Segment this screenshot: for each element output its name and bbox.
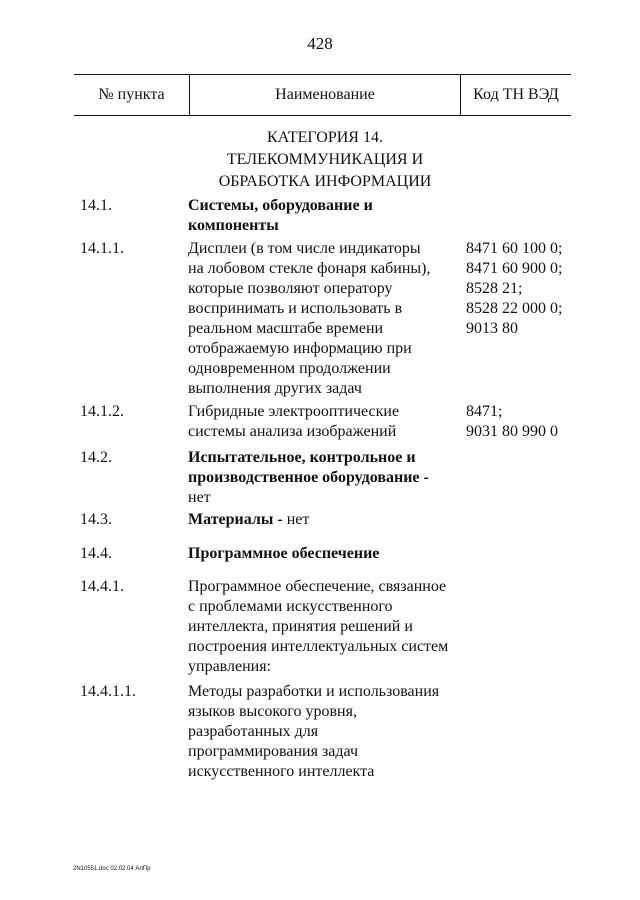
item-code-line: 8528 21;	[466, 280, 523, 297]
item-name-line: Методы разработки и использования	[188, 683, 440, 700]
item-name-line	[188, 510, 463, 530]
item-name-line: языков высокого уровня,	[188, 703, 357, 720]
item-name-line: отображаемую информацию при	[188, 340, 412, 357]
category-title-line: КАТЕГОРИЯ 14.	[267, 129, 383, 146]
header-item-number: № пункта	[98, 86, 165, 103]
item-name	[188, 196, 463, 236]
item-name	[188, 577, 463, 677]
item-name-line: на лобовом стекле фонаря кабины),	[188, 260, 431, 277]
item-name	[188, 682, 463, 782]
category-title-line: ОБРАБОТКА ИНФОРМАЦИИ	[218, 173, 432, 190]
item-name-line: системы анализа изображений	[188, 423, 397, 440]
item-name-line: разработанных для	[188, 723, 319, 740]
document-footer: 2N10551.doc 02.02.04 АлПр	[73, 866, 151, 872]
item-name	[188, 510, 463, 530]
item-name-line: которые позволяют оператору	[188, 280, 393, 297]
item-name-line: компоненты	[188, 217, 279, 234]
item-name-line: одновременном продолжении	[188, 360, 391, 377]
item-number: 14.1.2.	[80, 403, 124, 420]
item-code-line: 8471 60 900 0;	[466, 260, 563, 277]
item-name-line: Программное обеспечение, связанное	[188, 578, 447, 595]
item-name-line: искусственного интеллекта	[188, 763, 375, 780]
item-code	[466, 239, 626, 339]
item-code-line: 9031 80 990 0	[466, 423, 558, 440]
item-name-line: Испытательное, контрольное и	[188, 449, 416, 466]
item-name-bold: Материалы -	[188, 511, 283, 528]
header-name: Наименование	[189, 75, 460, 115]
item-name-line: воспринимать и использовать в	[188, 300, 403, 317]
page-number: 428	[307, 34, 333, 53]
item-number: 14.2.	[80, 449, 112, 466]
item-name-line: построения интеллектуальных систем	[188, 638, 449, 655]
item-name	[188, 544, 463, 564]
item-code-line: 8471 60 100 0;	[466, 240, 563, 257]
item-code-line: 8471;	[466, 403, 503, 420]
item-name	[188, 239, 463, 399]
item-name-line: выполнения других задач	[188, 380, 362, 397]
category-title	[190, 127, 460, 193]
item-name-line: с проблемами искусственного	[188, 598, 393, 615]
item-code	[466, 402, 626, 442]
item-number: 14.4.1.1.	[80, 683, 136, 700]
item-name-line: управления:	[188, 658, 272, 675]
category-title-line: ТЕЛЕКОММУНИКАЦИЯ И	[226, 151, 424, 168]
item-number: 14.4.	[80, 545, 112, 562]
item-code-line: 9013 80	[466, 320, 518, 337]
item-name-line: программирования задач	[188, 743, 359, 760]
item-number: 14.4.1.	[80, 578, 124, 595]
item-number: 14.1.1.	[80, 240, 124, 257]
item-name-plain: нет	[282, 511, 310, 528]
item-name-line: Дисплеи (в том числе индикаторы	[188, 240, 421, 257]
header-code: Код ТН ВЭД	[460, 75, 571, 115]
item-name-line: Гибридные электрооптические	[188, 403, 400, 420]
item-name-line: нет	[188, 489, 211, 506]
item-name-line: интеллекта, принятия решений и	[188, 618, 413, 635]
table-header	[74, 74, 571, 116]
item-number: 14.1.	[80, 197, 112, 214]
item-name-line: Системы, оборудование и	[188, 197, 373, 214]
item-code-line: 8528 22 000 0;	[466, 300, 563, 317]
item-number: 14.3.	[80, 511, 112, 528]
item-name-line: реальном масштабе времени	[188, 320, 384, 337]
item-name-line: производственное оборудование -	[188, 469, 429, 486]
item-name-line: Программное обеспечение	[188, 545, 380, 562]
item-name	[188, 448, 463, 508]
item-name	[188, 402, 463, 442]
